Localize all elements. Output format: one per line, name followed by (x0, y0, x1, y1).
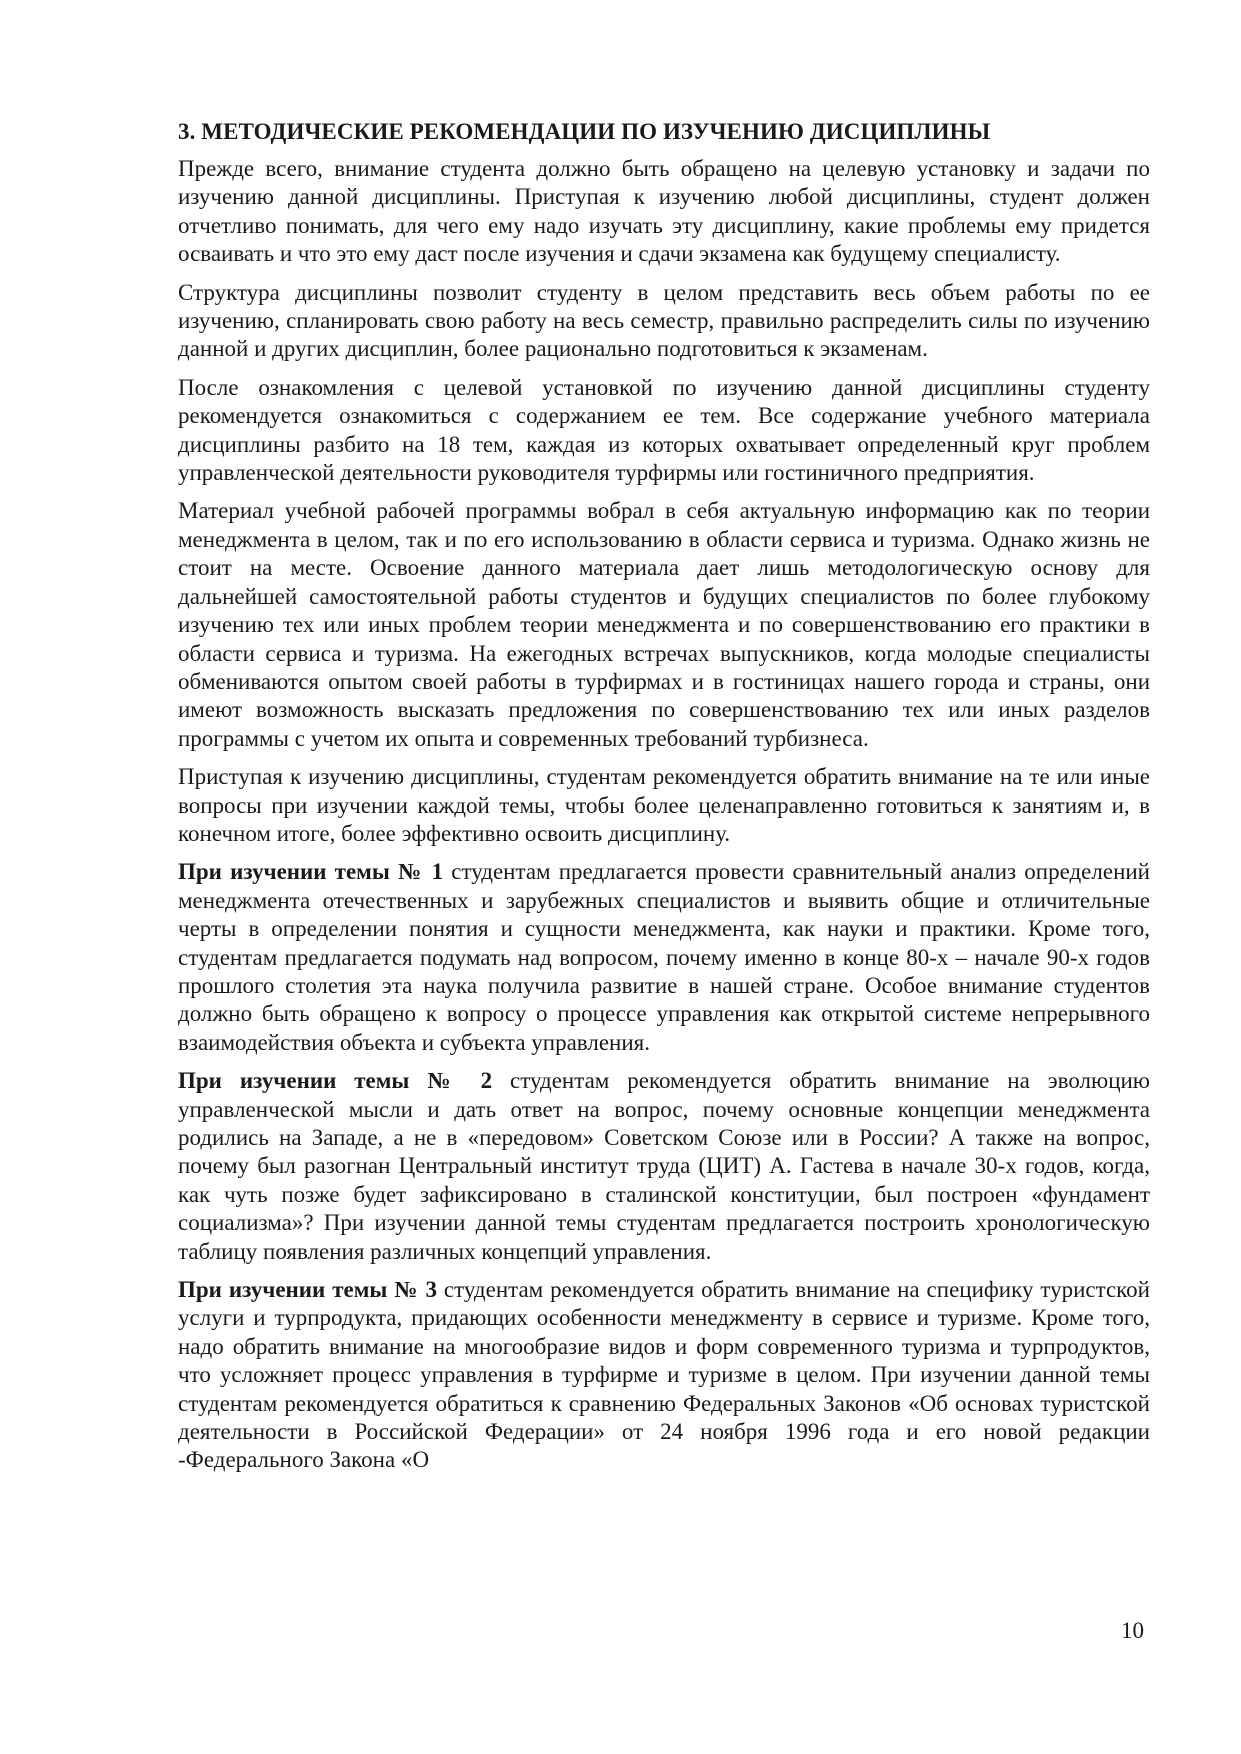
topic-3-lead: При изучении темы № 3 (178, 1277, 437, 1303)
topic-1-text: студентам предлагается провести сравнительный анализ определений менеджмента отечественных и зарубежных специалистов и выявить общие и отличительные черты в определении понятия и сущности менеджмента, как науки и практики. Кроме того, студентам предлагается подумать над вопросом, почему именно в конце 80-х – начале 90-х годов прошлого столетия эта наука получила развитие в нашей стране. Особое внимание студентов должно быть обращено к вопросу о процессе управления как открытой системе непрерывного взаимодействия объекта и субъекта управления. (178, 859, 1150, 1055)
paragraph-approach: Приступая к изучению дисциплины, студентам рекомендуется обратить внимание на те или иные вопросы при изучении каждой темы, чтобы более целенаправленно готовиться к занятиям и, в конечном итоге, более эффективно освоить дисциплину. (178, 764, 1150, 846)
document-page (178, 118, 1150, 1485)
paragraph-goals: Прежде всего, внимание студента должно быть обращено на целевую установку и задачи по изучению данной дисциплины. Приступая к изучению любой дисциплины, студент должен отчетливо понимать, для чего ему надо изучать эту дисциплину, какие проблемы ему придется осваивать и что это ему даст после изучения и сдачи экзамена как будущему специалисту. (178, 156, 1150, 267)
paragraph-program-material: Материал учебной рабочей программы вобрал в себя актуальную информацию как по теории менеджмента в целом, так и по его использованию в области сервиса и туризма. Однако жизнь не стоит на месте. Освоение данного материала дает лишь методологическую основу для дальнейшей самостоятельной работы студентов и будущих специалистов по более глубокому изучению тех или иных проблем теории менеджмента и по совершенствованию его практики в области сервиса и туризма. На ежегодных встречах выпускников, когда молодые специалисты обмениваются опытом своей работы в турфирмах и в гостиницах нашего города и страны, они имеют возможность высказать предложения по совершенствованию тех или иных разделов программы с учетом их опыта и современных требований турбизнеса. (178, 498, 1150, 751)
topic-3-text: студентам рекомендуется обратить внимание на специфику туристской услуги и турпродукта, придающих особенности менеджменту в сервисе и туризме. Кроме того, надо обратить внимание на многообразие видов и форм современного туризма и турпродуктов, что усложняет процесс управления в турфирме и туризме в целом. При изучении данной темы студентам рекомендуется обратиться к сравнению Федеральных Законов «Об основах туристской деятельности в Российской Федерации» от 24 ноября 1996 года и его новой редакции -Федерального Закона «О (178, 1277, 1150, 1473)
topic-2-text: студентам рекомендуется обратить внимание на эволюцию управленческой мысли и дать ответ на вопрос, почему основные концепции менеджмента родились на Западе, а не в «передовом» Советском Союзе или в России? А также на вопрос, почему был разогнан Центральный институт труда (ЦИТ) А. Гастева в начале 30-х годов, когда, как чуть позже будет зафиксировано в сталинской конституции, был построен «фундамент социализма»? При изучении данной темы студентам предлагается построить хронологическую таблицу появления различных концепций управления. (178, 1068, 1150, 1264)
paragraph-topics-overview: После ознакомления с целевой установкой по изучению данной дисциплины студенту рекомендуется ознакомиться с содержанием ее тем. Все содержание учебного материала дисциплины разбито на 18 тем, каждая из которых охватывает определенный круг проблем управленческой деятельности руководителя турфирмы или гостиничного предприятия. (178, 374, 1150, 486)
topic-2-paragraph (178, 1067, 1150, 1266)
section-heading: 3. МЕТОДИЧЕСКИЕ РЕКОМЕНДАЦИИ ПО ИЗУЧЕНИЮ ДИСЦИПЛИНЫ (178, 119, 991, 144)
paragraph-structure: Структура дисциплины позволит студенту в целом представить весь объем работы по ее изучению, спланировать свою работу на весь семестр, правильно распределить силы по изучению данной и других дисциплин, более рационально подготовиться к экзаменам. (178, 279, 1150, 362)
topic-1-paragraph (178, 858, 1150, 1057)
topic-2-lead: При изучении темы № 2 (178, 1068, 493, 1094)
topic-3-paragraph (178, 1276, 1150, 1475)
page-number: 10 (1121, 1618, 1144, 1643)
topic-1-lead: При изучении темы № 1 (178, 859, 444, 885)
